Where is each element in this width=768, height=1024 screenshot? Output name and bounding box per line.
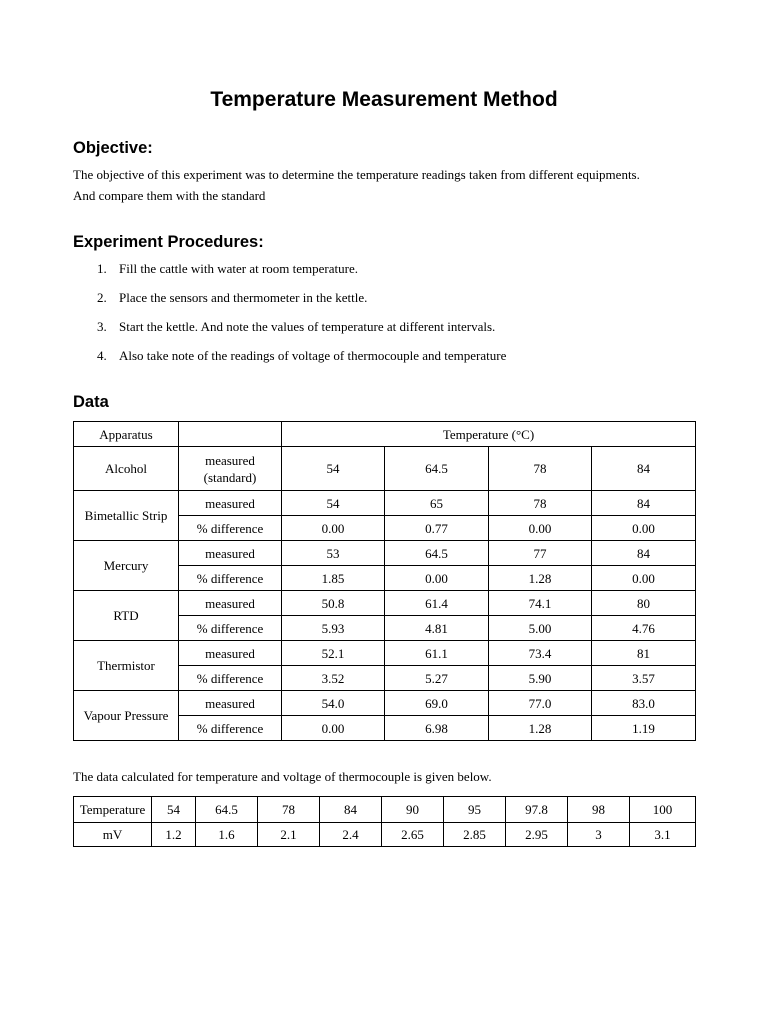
value-cell: 83.0 <box>592 691 696 716</box>
step-number: 3. <box>97 319 107 334</box>
value-cell: 73.4 <box>489 641 592 666</box>
value-cell: 54 <box>282 491 385 516</box>
step-number: 4. <box>97 348 107 363</box>
table-header-row <box>74 422 696 447</box>
apparatus-name: Bimetallic Strip <box>74 491 179 541</box>
table-row <box>74 691 696 716</box>
row-label: measured <box>179 541 282 566</box>
value-cell: 80 <box>592 591 696 616</box>
row-label: % difference <box>179 616 282 641</box>
procedures-heading: Experiment Procedures: <box>73 233 264 251</box>
value-cell: 78 <box>258 797 320 823</box>
value-cell: 54 <box>282 447 385 491</box>
objective-text <box>73 164 703 206</box>
value-cell: 5.90 <box>489 666 592 691</box>
value-cell: 4.76 <box>592 616 696 641</box>
value-cell: 74.1 <box>489 591 592 616</box>
data-heading: Data <box>73 393 109 411</box>
value-cell: 5.27 <box>385 666 489 691</box>
value-cell: 61.1 <box>385 641 489 666</box>
value-cell: 1.28 <box>489 716 592 741</box>
procedure-step <box>97 347 697 365</box>
thermocouple-table <box>73 796 696 847</box>
value-cell: 2.1 <box>258 823 320 847</box>
row-label <box>179 447 282 491</box>
apparatus-name: Thermistor <box>74 641 179 691</box>
value-cell: 98 <box>568 797 630 823</box>
apparatus-name: Alcohol <box>74 447 179 491</box>
value-cell: 50.8 <box>282 591 385 616</box>
value-cell: 0.00 <box>592 516 696 541</box>
value-cell: 77.0 <box>489 691 592 716</box>
value-cell: 1.19 <box>592 716 696 741</box>
temperature-header: Temperature (°C) <box>282 422 696 447</box>
value-cell: 84 <box>592 541 696 566</box>
value-cell: 64.5 <box>385 447 489 491</box>
step-text: Also take note of the readings of voltage of thermocouple and temperature <box>119 348 507 363</box>
value-cell: 1.6 <box>196 823 258 847</box>
value-cell: 90 <box>382 797 444 823</box>
row-label: measured <box>179 641 282 666</box>
apparatus-header: Apparatus <box>74 422 179 447</box>
value-cell: 0.00 <box>489 516 592 541</box>
step-text: Fill the cattle with water at room temperature. <box>119 261 358 276</box>
value-cell: 54 <box>152 797 196 823</box>
value-cell: 54.0 <box>282 691 385 716</box>
value-cell: 53 <box>282 541 385 566</box>
row-label: % difference <box>179 516 282 541</box>
value-cell: 0.00 <box>282 516 385 541</box>
objective-text-line-1: The objective of this experiment was to determine the temperature readings taken from different equipments. <box>73 167 640 182</box>
thermocouple-note: The data calculated for temperature and voltage of thermocouple is given below. <box>73 769 492 784</box>
objective-heading: Objective: <box>73 139 153 157</box>
value-cell: 81 <box>592 641 696 666</box>
value-cell: 100 <box>630 797 696 823</box>
value-cell: 97.8 <box>506 797 568 823</box>
row-label-line: (standard) <box>203 469 257 485</box>
header-blank-cell <box>179 422 282 447</box>
value-cell: 77 <box>489 541 592 566</box>
table-row <box>74 591 696 616</box>
procedure-step <box>97 289 697 307</box>
value-cell: 0.77 <box>385 516 489 541</box>
row-label: % difference <box>179 666 282 691</box>
row-label: measured <box>179 491 282 516</box>
value-cell: 6.98 <box>385 716 489 741</box>
value-cell: 1.28 <box>489 566 592 591</box>
row-label: mV <box>74 823 152 847</box>
table-row <box>74 823 696 847</box>
value-cell: 3.57 <box>592 666 696 691</box>
value-cell: 84 <box>320 797 382 823</box>
value-cell: 5.00 <box>489 616 592 641</box>
measurement-table <box>73 421 696 741</box>
objective-text-line-2: And compare them with the standard <box>73 188 266 203</box>
value-cell: 69.0 <box>385 691 489 716</box>
value-cell: 3.1 <box>630 823 696 847</box>
apparatus-name: RTD <box>74 591 179 641</box>
procedure-step <box>97 318 697 336</box>
row-label: measured <box>179 691 282 716</box>
value-cell: 95 <box>444 797 506 823</box>
step-text: Place the sensors and thermometer in the kettle. <box>119 290 368 305</box>
value-cell: 64.5 <box>385 541 489 566</box>
value-cell: 84 <box>592 491 696 516</box>
value-cell: 2.4 <box>320 823 382 847</box>
value-cell: 5.93 <box>282 616 385 641</box>
step-number: 2. <box>97 290 107 305</box>
row-label: % difference <box>179 716 282 741</box>
value-cell: 0.00 <box>592 566 696 591</box>
page-title: Temperature Measurement Method <box>210 88 558 111</box>
table-row <box>74 797 696 823</box>
value-cell: 2.85 <box>444 823 506 847</box>
value-cell: 0.00 <box>385 566 489 591</box>
apparatus-name: Vapour Pressure <box>74 691 179 741</box>
table-row <box>74 447 696 491</box>
table-row <box>74 541 696 566</box>
value-cell: 84 <box>592 447 696 491</box>
value-cell: 1.85 <box>282 566 385 591</box>
step-number: 1. <box>97 261 107 276</box>
row-label: measured <box>179 591 282 616</box>
value-cell: 2.95 <box>506 823 568 847</box>
row-label: Temperature <box>74 797 152 823</box>
value-cell: 61.4 <box>385 591 489 616</box>
value-cell: 65 <box>385 491 489 516</box>
value-cell: 2.65 <box>382 823 444 847</box>
row-label: % difference <box>179 566 282 591</box>
apparatus-name: Mercury <box>74 541 179 591</box>
value-cell: 3 <box>568 823 630 847</box>
value-cell: 64.5 <box>196 797 258 823</box>
step-text: Start the kettle. And note the values of temperature at different intervals. <box>119 319 496 334</box>
table-row <box>74 491 696 516</box>
value-cell: 0.00 <box>282 716 385 741</box>
value-cell: 78 <box>489 447 592 491</box>
value-cell: 78 <box>489 491 592 516</box>
table-row <box>74 641 696 666</box>
value-cell: 4.81 <box>385 616 489 641</box>
procedure-step <box>97 260 697 278</box>
value-cell: 52.1 <box>282 641 385 666</box>
value-cell: 1.2 <box>152 823 196 847</box>
row-label-line: measured <box>205 452 255 468</box>
value-cell: 3.52 <box>282 666 385 691</box>
